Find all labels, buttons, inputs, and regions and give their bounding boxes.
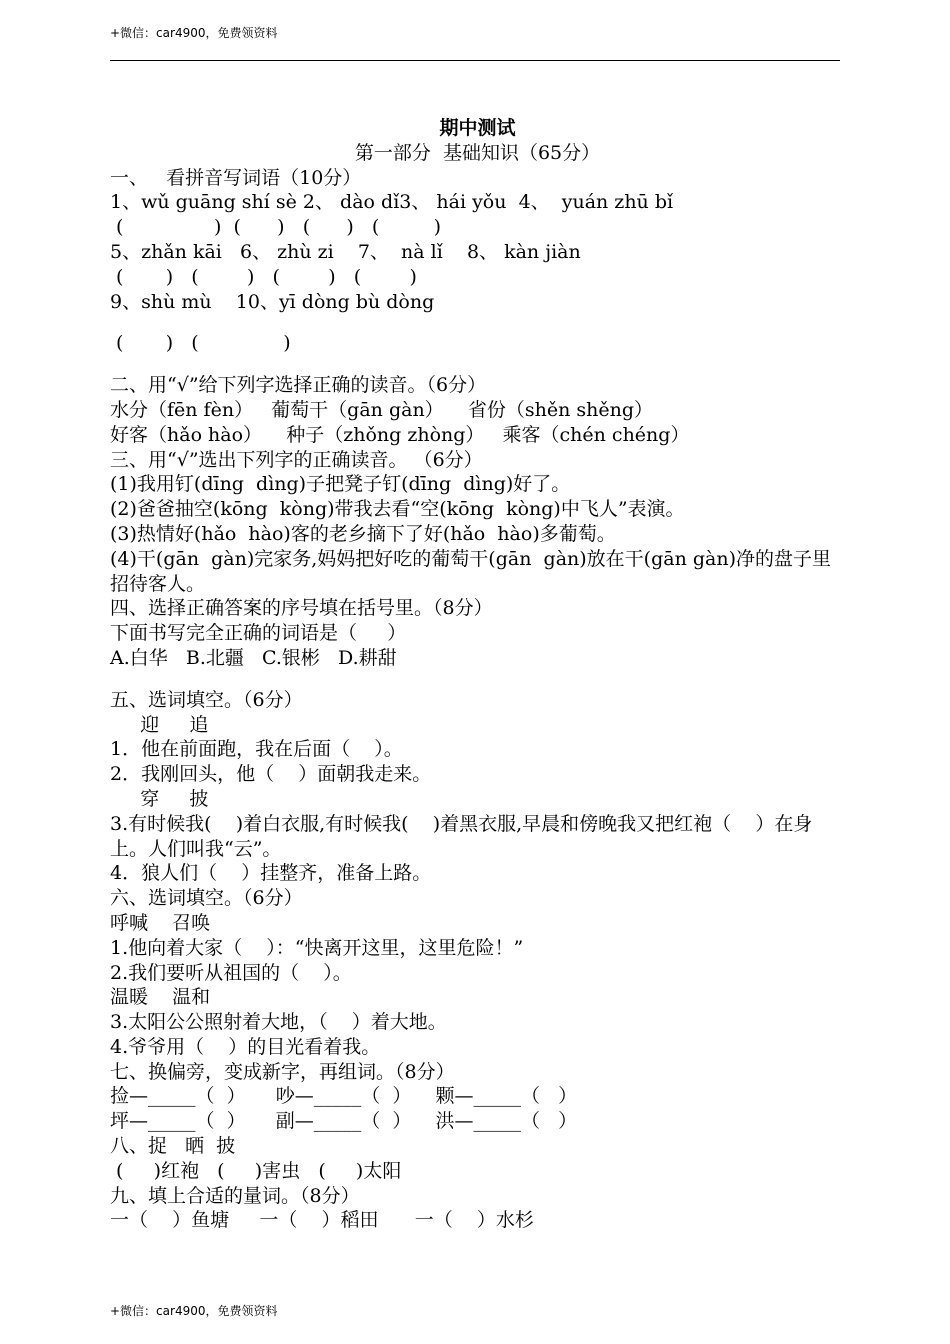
page-header: +微信：car4900，免费领资料 — [110, 26, 278, 40]
section-7-heading: 七、换偏旁，变成新字，再组词。（8分） — [110, 1060, 455, 1083]
word-choices: 迎 追 — [110, 713, 209, 736]
pinyin-line: 1、wǔ guāng shí sè 2、 dào dǐ3、 hái yǒu 4、 yuán zhū bǐ — [110, 191, 674, 214]
answer-blanks: ( ) ( ) ( ) ( ) — [110, 216, 442, 239]
question-line: 1．他在前面跑，我在后面（ ）。 — [110, 738, 403, 761]
page-footer: +微信：car4900，免费领资料 — [110, 1304, 278, 1318]
section-5-heading: 五、选词填空。（6分） — [110, 688, 303, 711]
word-choices: 穿 披 — [110, 787, 209, 810]
question-line: (1)我用钉(dīng dìng)子把凳子钉(dīng dìng)好了。 — [110, 473, 571, 496]
question-line: 4．狼人们（ ）挂整齐，准备上路。 — [110, 862, 432, 885]
section-8-heading: 八、捉 晒 披 — [110, 1135, 236, 1158]
section-9-heading: 九、填上合适的量词。（8分） — [110, 1184, 360, 1207]
answer-blanks: ( ) ( ) ( ) ( ) — [110, 265, 417, 288]
question-line: 3.有时候我( )着白衣服,有时候我( )着黑衣服,早晨和傍晚我又把红袍（ ）在身上。人们叫我“云”。 — [110, 812, 813, 860]
question-line: 好客（hǎo hào） 种子（zhǒng zhòng） 乘客（chén chéng） — [110, 423, 690, 446]
question-line: 3.太阳公公照射着大地，（ ）着大地。 — [110, 1011, 447, 1034]
answer-options: A.白华 B.北疆 C.银彬 D.耕甜 — [110, 646, 397, 669]
question-line: (4)干(gān gàn)完家务,妈妈把好吃的葡萄干(gān gàn)放在干(gān gàn)净的盘子里招待客人。 — [110, 547, 831, 595]
question-line: ( )红袍 ( )害虫 ( )太阳 — [110, 1159, 402, 1182]
question-line: 2.我们要听从祖国的（ ）。 — [110, 961, 352, 984]
exam-content — [110, 116, 845, 1233]
pinyin-line: 9、shù mù 10、yī dòng bù dòng — [110, 290, 435, 313]
question-line: 1.他向着大家（ ）：“快离开这里，这里危险！” — [110, 936, 524, 959]
question-line: 坪—_____（ ） 副—_____（ ） 洪—_____（ ） — [110, 1110, 578, 1133]
section-4-heading: 四、选择正确答案的序号填在括号里。（8分） — [110, 597, 493, 620]
section-2-heading: 二、用“√”给下列字选择正确的读音。（6分） — [110, 374, 487, 397]
question-line: 水分（fēn fèn） 葡萄干（gān gàn） 省份（shěn shěng） — [110, 398, 653, 421]
section-6-heading: 六、选词填空。（6分） — [110, 887, 303, 910]
part-title: 第一部分 基础知识（65分） — [354, 141, 601, 164]
question-line: 捡—_____（ ） 吵—_____（ ） 颗—_____（ ） — [110, 1085, 578, 1108]
header-rule — [110, 60, 840, 61]
word-choices: 呼喊 召唤 — [110, 911, 211, 934]
question-line: 2．我刚回头，他（ ）面朝我走来。 — [110, 763, 432, 786]
pinyin-line: 5、zhǎn kāi 6、 zhù zi 7、 nà lǐ 8、 kàn jiàn — [110, 240, 581, 263]
question-line: 一（ ）鱼塘 一（ ）稻田 一（ ）水杉 — [110, 1209, 534, 1232]
page-title: 期中测试 — [439, 117, 516, 139]
word-choices: 温暖 温和 — [110, 986, 211, 1009]
section-3-heading: 三、用“√”选出下列字的正确读音。 （6分） — [110, 448, 483, 471]
question-line: (2)爸爸抽空(kōng kòng)带我去看“空(kōng kòng)中飞人”表演。 — [110, 498, 685, 521]
section-1-heading: 一、 看拼音写词语（10分） — [110, 166, 362, 189]
question-line: 下面书写完全正确的词语是（ ） — [110, 622, 407, 645]
question-line: (3)热情好(hǎo hào)客的老乡摘下了好(hǎo hào)多葡萄。 — [110, 522, 616, 545]
answer-blanks: ( ) ( ) — [110, 332, 291, 355]
question-line: 4.爷爷用（ ）的目光看着我。 — [110, 1035, 381, 1058]
